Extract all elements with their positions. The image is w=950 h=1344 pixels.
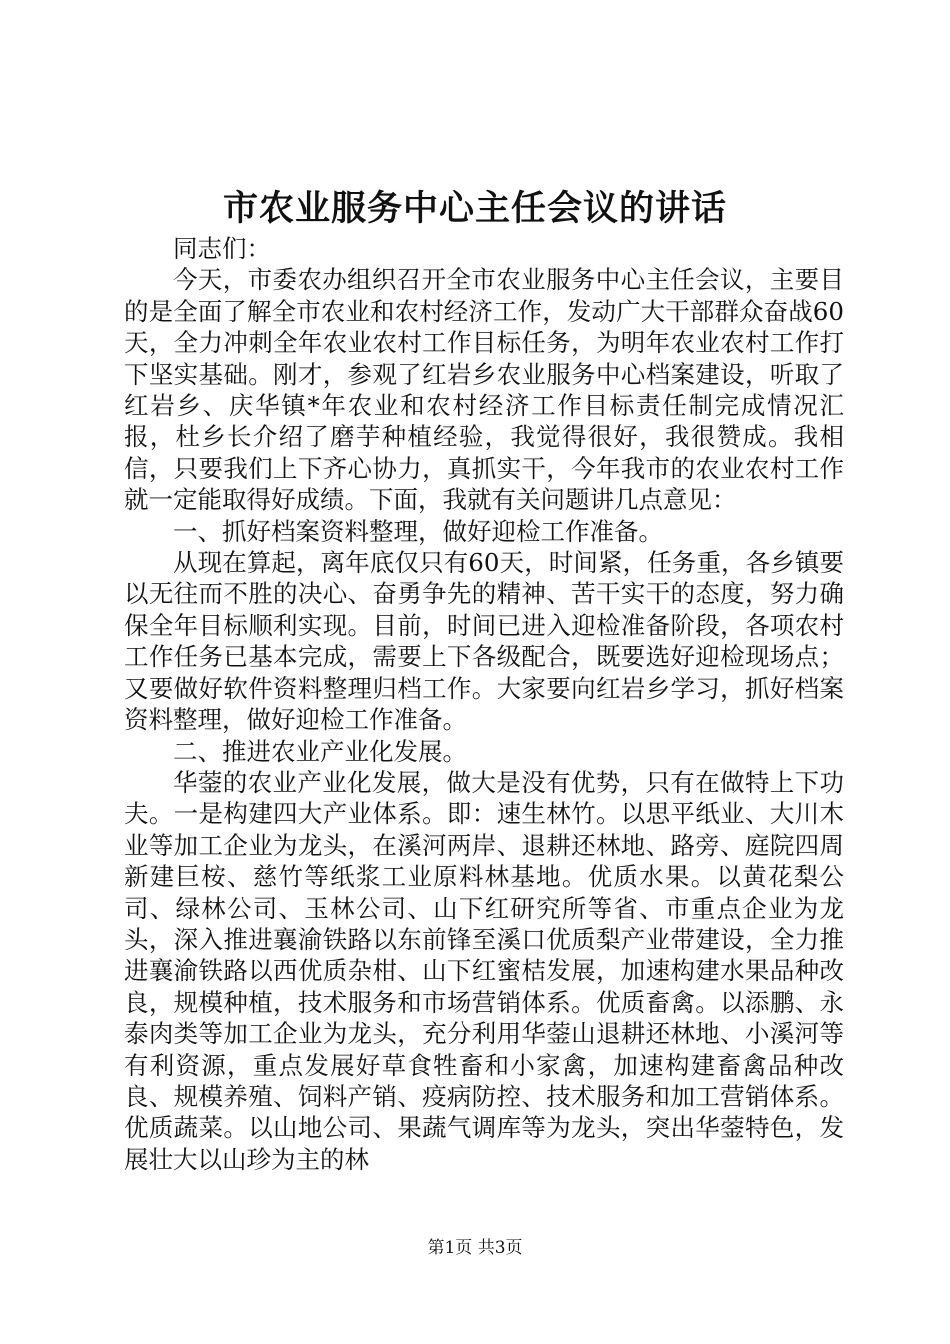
paragraph-salutation: 同志们： bbox=[173, 234, 271, 263]
paragraph-section-1: 从现在算起，离年底仅只有60天，时间紧，任务重，各乡镇要以无往而不胜的决心、奋勇争先的精神、苦干实干的态度，努力确保全年目标顺利实现。目前，时间已进入迎检准备阶段，各项农村工作任务已基本完成，需要上下各级配合，既要选好迎检现场点；又要做好软件资料整理归档工作。大家要向红岩乡学习，抓好档案资料整理，做好迎检工作准备。 bbox=[124, 548, 844, 735]
document-title: 市农业服务中心主任会议的讲话 bbox=[222, 188, 727, 229]
page-number-footer: 第1页 共3页 bbox=[427, 1238, 523, 1258]
paragraph-section-2: 华蓥的农业产业化发展，做大是没有优势，只有在做特上下功夫。一是构建四大产业体系。即：速生林竹。以思平纸业、大川木业等加工企业为龙头，在溪河两岸、退耕还林地、路旁、庭院四周新建巨桉、慈竹等纸浆工业原料林基地。优质水果。以黄花梨公司、绿林公司、玉林公司、山下红研究所等省、市重点企业为龙头，深入推进襄渝铁路以东前锋至溪口优质梨产业带建设，全力推进襄渝铁路以西优质杂柑、山下红蜜桔发展，加速构建水果品种改良，规模种植，技术服务和市场营销体系。优质畜禽。以添鹏、永泰肉类等加工企业为龙头，充分利用华蓥山退耕还林地、小溪河等有利资源，重点发展好草食牲畜和小家禽，加速构建畜禽品种改良、规模养殖、饲料产销、疫病防控、技术服务和加工营销体系。优质蔬菜。以山地公司、果蔬气调库等为龙头，突出华蓥特色，发展壮大以山珍为主的林 bbox=[124, 767, 844, 1174]
paragraph-intro: 今天，市委农办组织召开全市农业服务中心主任会议，主要目的是全面了解全市农业和农村经济工作，发动广大干部群众奋战60天，全力冲刺全年农业农村工作目标任务，为明年农业农村工作打下坚实基础。刚才，参观了红岩乡农业服务中心档案建设，听取了红岩乡、庆华镇*年农业和农村经济工作目标责任制完成情况汇报，杜乡长介绍了磨芋种植经验，我觉得很好，我很赞成。我相信，只要我们上下齐心协力，真抓实干，今年我市的农业农村工作就一定能取得好成绩。下面，我就有关问题讲几点意见： bbox=[124, 265, 844, 515]
document-body bbox=[124, 233, 844, 1175]
heading-section-2: 二、推进农业产业化发展。 bbox=[173, 736, 467, 766]
heading-section-1: 一、抓好档案资料整理，做好迎检工作准备。 bbox=[173, 516, 663, 546]
